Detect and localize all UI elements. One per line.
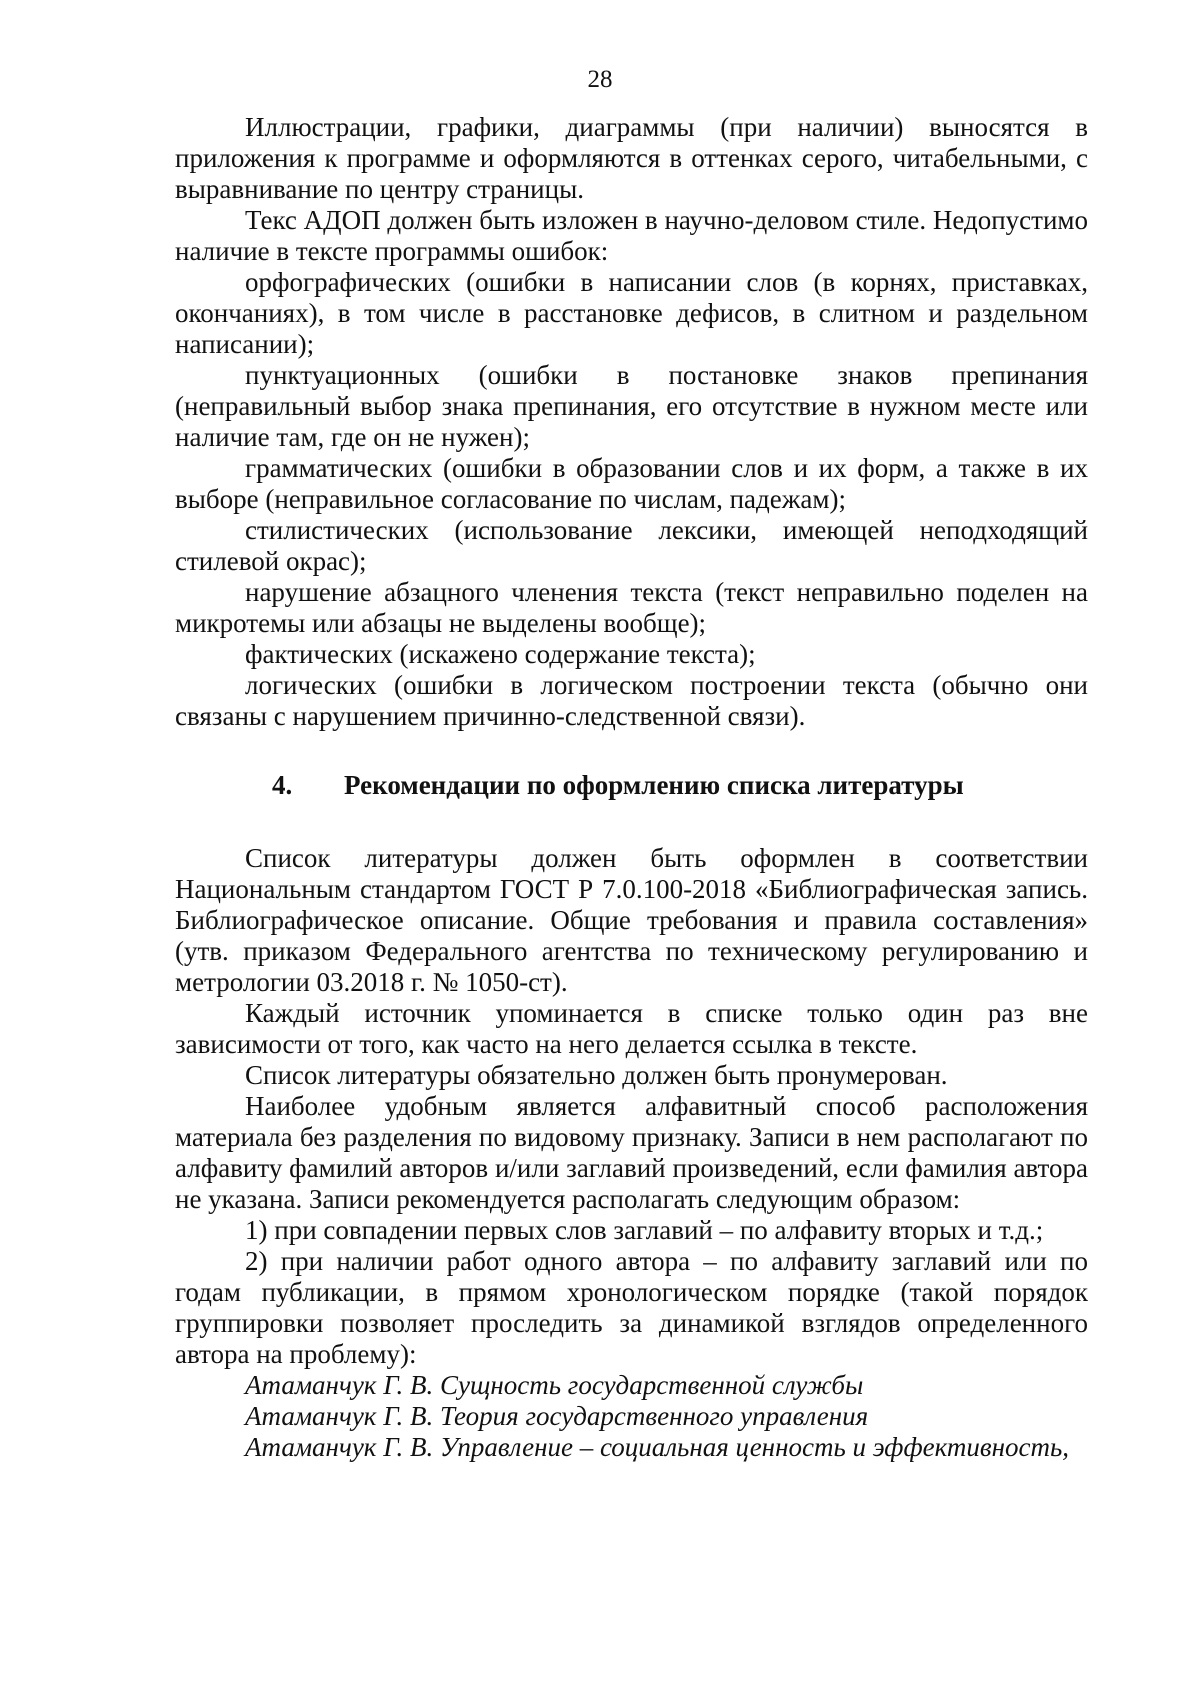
paragraph: фактических (искажено содержание текста); <box>245 639 756 669</box>
paragraph: Текс АДОП должен быть изложен в научно-деловом стиле. Недопустимо наличие в тексте программы ошибок: <box>175 205 1088 266</box>
paragraph: стилистических (использование лексики, имеющей неподходящий стилевой окрас); <box>175 515 1088 576</box>
page-number: 28 <box>587 66 613 93</box>
bibliography-example: Атаманчук Г. В. Управление – социальная ценность и эффективность, <box>245 1432 1070 1462</box>
paragraph: Список литературы должен быть оформлен в соответствии Национальным стандартом ГОСТ Р 7.0.100-2018 «Библиографическая запись. Библиографическое описание. Общие требования и правила составления» (утв. приказом Федерального агентства по техническому регулированию и метрологии 03.2018 г. № 1050-ст). <box>175 843 1088 997</box>
paragraph: логических (ошибки в логическом построении текста (обычно они связаны с нарушением причинно-следственной связи). <box>175 670 1088 731</box>
paragraph: Иллюстрации, графики, диаграммы (при наличии) выносятся в приложения к программе и оформляются в оттенках серого, читабельными, с выравнивание по центру страницы. <box>175 112 1088 204</box>
paragraph: нарушение абзацного членения текста (текст неправильно поделен на микротемы или абзацы не выделены вообще); <box>175 577 1088 638</box>
paragraph: орфографических (ошибки в написании слов (в корнях, приставках, окончаниях), в том числе в расстановке дефисов, в слитном и раздельном написании); <box>175 267 1088 359</box>
paragraph: 1) при совпадении первых слов заглавий – по алфавиту вторых и т.д.; <box>245 1215 1044 1245</box>
paragraph: грамматических (ошибки в образовании слов и их форм, а также в их выборе (неправильное согласование по числам, падежам); <box>175 453 1088 514</box>
body-text <box>175 112 1088 1463</box>
section-title: Рекомендации по оформлению списка литературы <box>344 770 964 800</box>
section-number: 4. <box>272 770 293 800</box>
bibliography-example: Атаманчук Г. В. Теория государственного управления <box>245 1401 869 1431</box>
paragraph: 2) при наличии работ одного автора – по алфавиту заглавий или по годам публикации, в прямом хронологическом порядке (такой порядок группировки позволяет проследить за динамикой взглядов определенного автора на проблему): <box>175 1246 1088 1369</box>
paragraph: Каждый источник упоминается в списке только один раз вне зависимости от того, как часто на него делается ссылка в тексте. <box>175 998 1088 1059</box>
section-heading <box>175 770 1088 801</box>
paragraph: пунктуационных (ошибки в постановке знаков препинания (неправильный выбор знака препинания, его отсутствие в нужном месте или наличие там, где он не нужен); <box>175 360 1088 452</box>
paragraph: Список литературы обязательно должен быть пронумерован. <box>245 1060 948 1090</box>
paragraph: Наиболее удобным является алфавитный способ расположения материала без разделения по видовому признаку. Записи в нем располагают по алфавиту фамилий авторов и/или заглавий произведений, если фамилия автора не указана. Записи рекомендуется располагать следующим образом: <box>175 1091 1088 1214</box>
bibliography-example: Атаманчук Г. В. Сущность государственной службы <box>245 1370 864 1400</box>
